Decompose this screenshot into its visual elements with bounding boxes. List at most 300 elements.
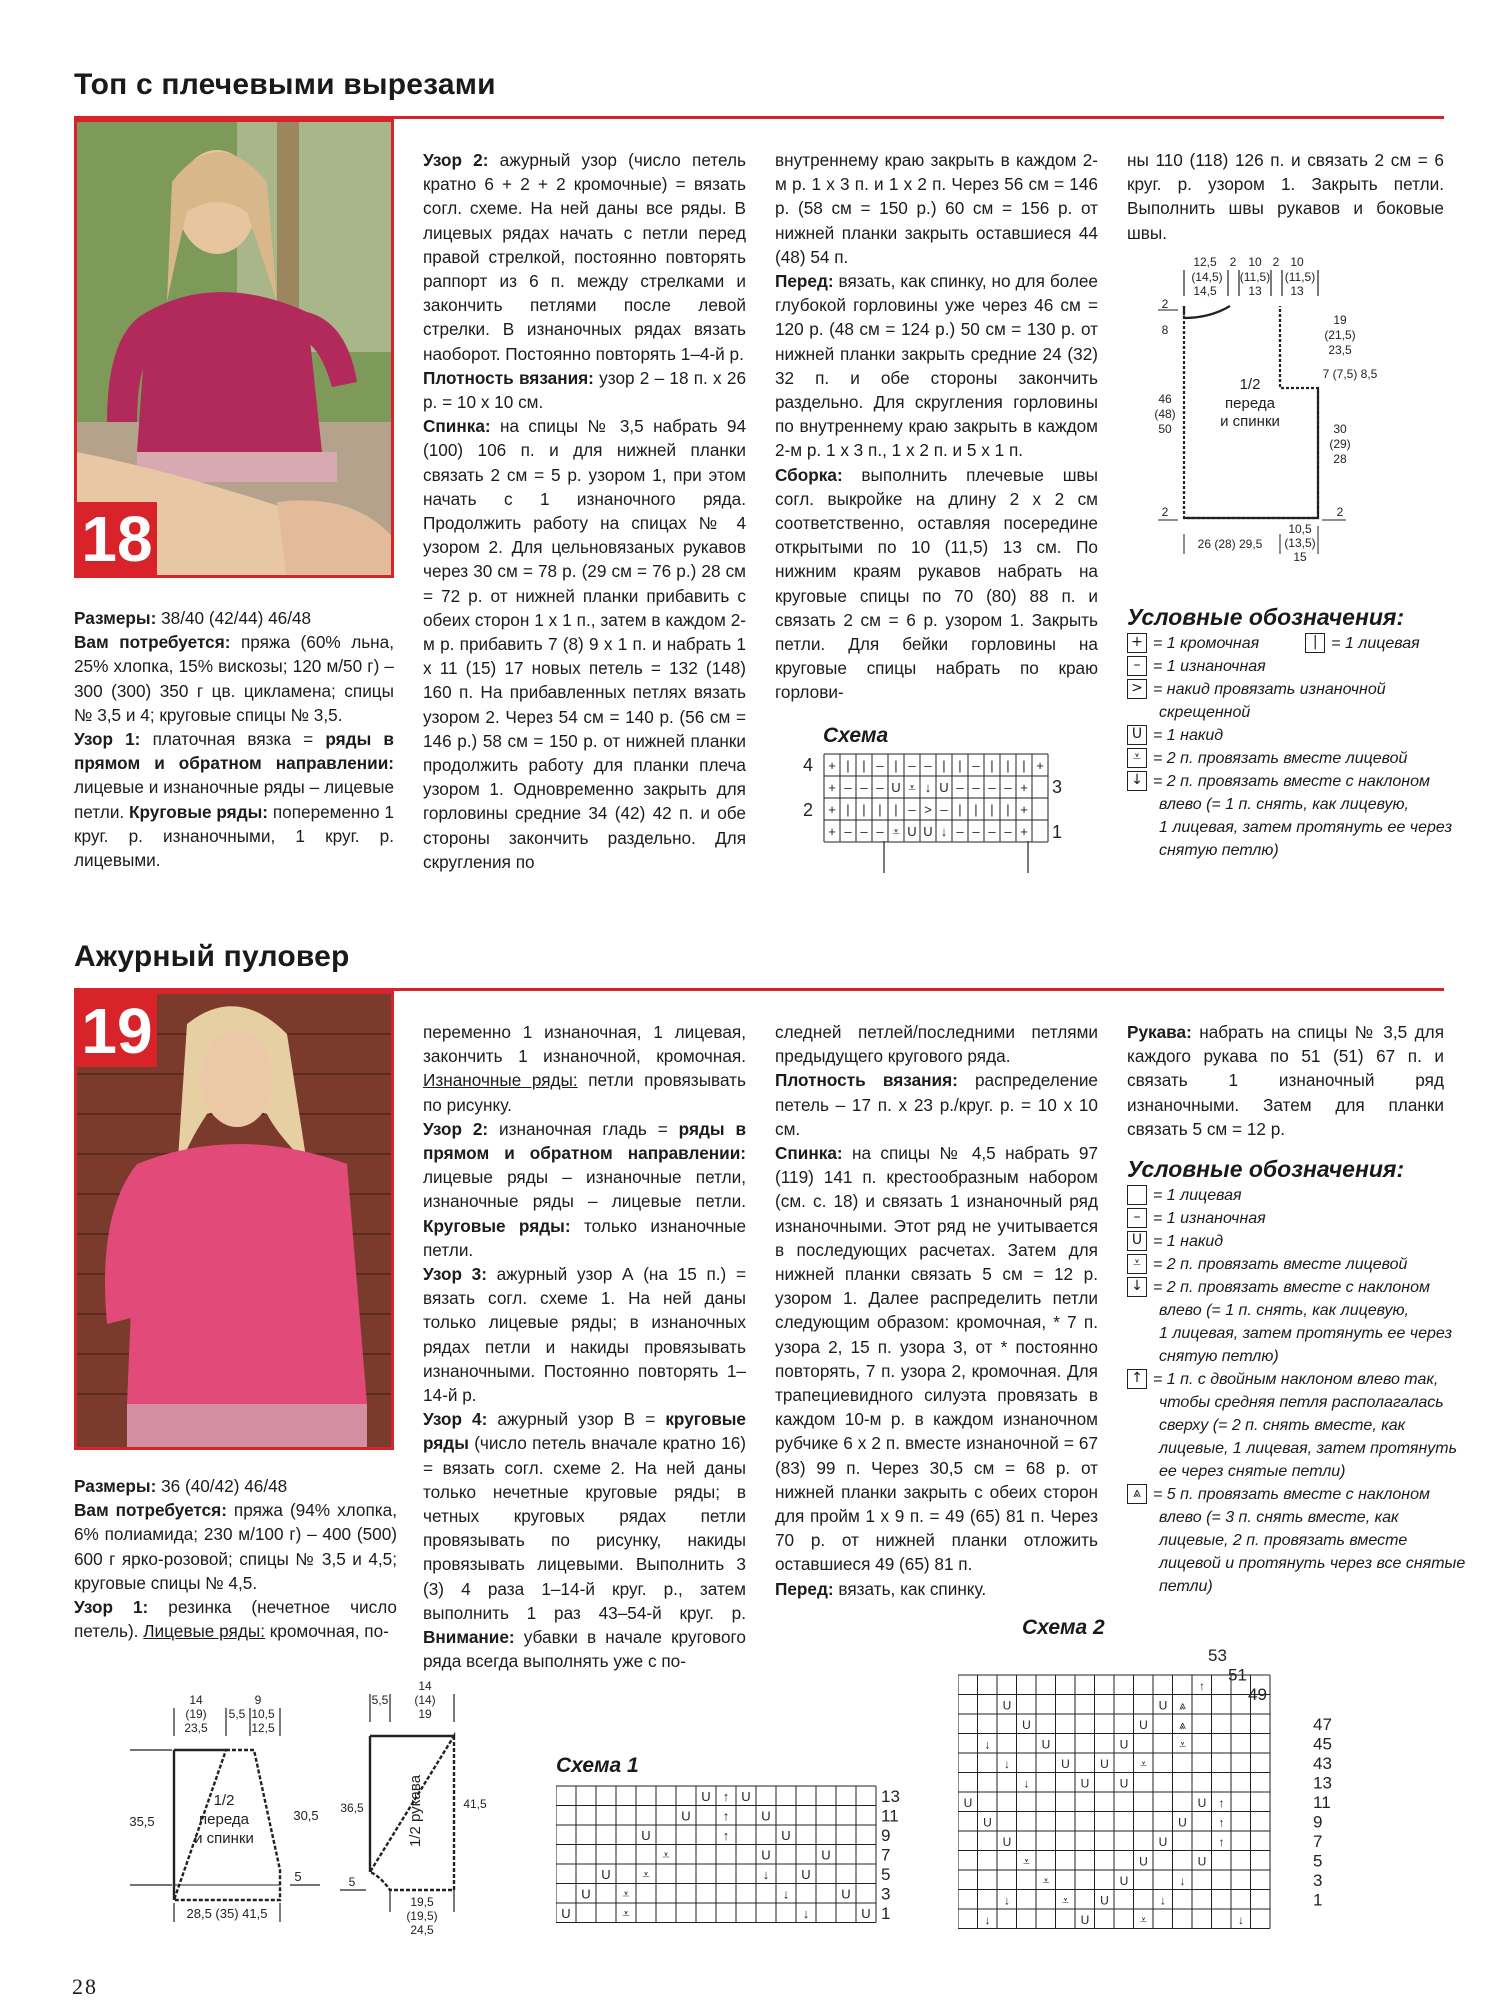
stitch-symbol: |: [942, 758, 946, 773]
dim-label: 28,5 (35) 41,5: [186, 1906, 268, 1921]
dim-label: переда: [199, 1811, 249, 1828]
stitch-symbol: –: [908, 758, 916, 773]
dim-label: 2: [1336, 505, 1344, 519]
stitch-symbol: +: [1020, 802, 1028, 817]
row-label: 3: [1052, 777, 1063, 797]
sizes-value: 36 (40/42) 46/48: [156, 1476, 288, 1496]
stitch-symbol: U: [861, 1906, 871, 1921]
dim-label: (48): [1154, 407, 1176, 421]
stitch-symbol: |: [862, 758, 866, 773]
stitch-symbol: U: [1139, 1854, 1148, 1869]
dim-label: (13,5): [1284, 536, 1316, 550]
dim-label: 10: [1248, 255, 1262, 269]
stitch-symbol: U: [1197, 1854, 1207, 1869]
gauge-label: Плотность вязания:: [775, 1070, 958, 1091]
legend-purl: = 1 изнаночная: [1153, 658, 1266, 675]
stitch-symbol: +: [828, 802, 836, 817]
stitch-symbol: ↓: [1179, 1874, 1186, 1888]
project18-schema-title: Схема: [823, 724, 889, 747]
legend-k2tog: = 2 п. провязать вместе лицевой: [1153, 750, 1408, 767]
pattern2-rows-text: лицевые ряды – изнаночные петли, изнаночные ряды – лицевые петли.: [423, 1167, 746, 1212]
dim-label: 7 (7,5) 8,5: [1322, 367, 1378, 381]
stitch-symbol: +: [828, 824, 836, 839]
yarn-over-icon: U: [1127, 725, 1147, 745]
stitch-symbol: U: [741, 1789, 751, 1804]
pattern4-label: Узор 4:: [423, 1409, 488, 1430]
stitch-symbol: ↓: [1238, 1913, 1244, 1927]
stitch-symbol: ↓: [1160, 1893, 1166, 1908]
dim-label: 30,5: [293, 1808, 319, 1823]
stitch-symbol: U: [891, 780, 901, 795]
dim-label: 10: [1290, 255, 1304, 269]
stitch-symbol: –: [924, 758, 932, 773]
stitch-symbol: ↓: [762, 1867, 770, 1882]
dim-label: 1/2: [1239, 376, 1261, 393]
pattern4-cont: следней петлей/последними петлями предыдущего кругового ряда.: [775, 1022, 1098, 1067]
needs-label: Вам потребуется:: [74, 1500, 227, 1521]
pattern1-rows-text: лицевые и изнаночные ряды – лицевые петли.: [74, 777, 394, 822]
row-label: 4: [803, 755, 814, 775]
legend-twisted: = накид провязать изнаночной: [1153, 681, 1386, 698]
legend-ssk-3: 1 лицевая, затем протянуть ее через: [1159, 819, 1453, 836]
stitch-symbol: U: [1002, 1698, 1012, 1713]
stitch-symbol: U: [939, 780, 949, 795]
stitch-symbol: U: [1022, 1718, 1031, 1732]
legend-ssk-3: 1 лицевая, затем протянуть ее через: [1159, 1325, 1453, 1342]
stitch-symbol: ↑: [722, 1828, 730, 1843]
stitch-symbol: ↑: [722, 1789, 730, 1804]
edge-stitch-icon: +: [1127, 633, 1147, 653]
legend-twisted-2: скрещенной: [1159, 704, 1251, 721]
stitch-symbol: |: [894, 802, 898, 817]
project18-number-badge: 18: [77, 502, 157, 575]
dim-label: 15: [1293, 550, 1307, 564]
twisted-yo-icon: >: [1127, 679, 1147, 699]
pattern1-text: резинка (нечетное число петель).: [74, 1597, 397, 1642]
stitch-symbol: U: [761, 1847, 771, 1863]
stitch-symbol: –: [844, 780, 852, 795]
stitch-symbol: ⩡: [892, 824, 900, 839]
row-label: 13: [881, 1787, 900, 1806]
stitch-symbol: U: [1080, 1776, 1090, 1791]
pattern1-rows-text: кромочная, по-: [264, 1621, 389, 1642]
stitch-symbol: U: [963, 1796, 973, 1810]
stitch-symbol: ⩡: [1023, 1854, 1030, 1869]
stitch-symbol: U: [1100, 1757, 1109, 1771]
project18-schema-grid: [800, 748, 1080, 878]
pattern4-round-label: круговые ряды: [423, 1409, 746, 1454]
dim-label: 8: [1161, 323, 1169, 337]
ssk-icon: ↓: [1127, 1277, 1147, 1297]
legend-dbl-3: сверху (= 2 п. снять вместе, как: [1159, 1417, 1406, 1434]
stitch-symbol: ⩡: [1140, 1913, 1147, 1927]
stitch-symbol: U: [1197, 1796, 1207, 1810]
back-cont-text: внутреннему краю закрыть в каждом 2-м р. 1 х 3 п. и 1 х 2 п. Через 56 см = 146 р. (58 см = 150 р.) 60 см = 156 р. от нижней планки закрыть оставшиеся 44 (48) 54 п.: [775, 150, 1098, 267]
legend-ssk-4: снятую петлю): [1159, 842, 1279, 859]
stitch-symbol: ↑: [1218, 1835, 1225, 1849]
project18-legend-title: Условные обозначения:: [1127, 604, 1405, 630]
pattern4-round-text: (число петель вначале кратно 16) = вязать согл. схеме 2. На ней даны только нечетные круговые ряды; в четных круговых рядах петли провязывать по рисунку, накиды провязывать лицевыми. Выполнить 3 (3) 4 раза 1–14-й круг. р., затем выполнить 1 раз 43–54-й круг. р.: [423, 1433, 746, 1623]
project18-col2: [423, 148, 746, 874]
stitch-symbol: U: [1139, 1718, 1148, 1732]
k2tog-icon: ⩡: [1127, 748, 1147, 768]
pattern2-round-text: только изнаночные петли.: [423, 1215, 746, 1260]
front-text: вязать, как спинку.: [833, 1578, 987, 1599]
stitch-symbol: U: [1100, 1893, 1109, 1908]
k2tog-icon: ⩡: [1127, 1254, 1147, 1274]
pattern3-text: ажурный узор А (на 15 п.) = вязать согл. схеме 1. На ней даны только лицевые ряды; в изнаночных рядах петли и накиды провязывать изнаночными. Постоянно повторять 1–14-й р.: [423, 1264, 746, 1406]
dim-label: 5,5: [228, 1707, 246, 1721]
stitch-symbol: U: [1002, 1835, 1012, 1849]
schema2-grid: [958, 1645, 1348, 1935]
stitch-symbol: ↓: [802, 1906, 810, 1921]
pattern3-label: Узор 3:: [423, 1264, 487, 1285]
attention-text: убавки в начале кругового ряда всегда выполнять уже с по-: [423, 1627, 746, 1672]
stitch-symbol: –: [956, 824, 964, 839]
stitch-symbol: |: [846, 802, 850, 817]
dim-label: 5: [348, 1875, 356, 1889]
stitch-symbol: U: [841, 1886, 851, 1902]
stitch-symbol: |: [1006, 758, 1010, 773]
stitch-symbol: U: [581, 1886, 591, 1902]
dim-label: 19: [1333, 313, 1347, 327]
dim-label: 2: [1272, 255, 1280, 269]
legend-k2tog: = 2 п. провязать вместе лицевой: [1153, 1256, 1408, 1273]
row-label: 5: [881, 1865, 891, 1884]
dim-label: (11,5): [1284, 270, 1316, 284]
dim-label: 14: [418, 1679, 432, 1693]
stitch-symbol: ⩡: [1179, 1737, 1186, 1752]
dim-label: переда: [1225, 395, 1275, 412]
project18-col3: [775, 148, 1098, 705]
pattern1-wrong-rows: Изнаночные ряды:: [423, 1070, 578, 1091]
dim-label: и спинки: [194, 1830, 254, 1847]
pattern2-rows-label: ряды в прямом и обратном направлении:: [423, 1118, 747, 1164]
stitch-symbol: |: [1006, 802, 1010, 817]
stitch-symbol: |: [846, 758, 850, 773]
stitch-symbol: –: [908, 802, 916, 817]
dim-label: 35,5: [129, 1814, 155, 1829]
stitch-symbol: +: [1036, 758, 1044, 773]
legend-dbl-5: ее через снятые петли): [1159, 1463, 1346, 1480]
back-text: на спицы № 4,5 набрать 97 (119) 141 п. крестообразным набором (см. с. 18) и связать 1 изнаночный ряд изнаночными. Этот ряд не учитывается в последующих расчетах. Затем для нижней планки связать 5 см = 12 р. узором 1. Далее распределить петли следующим образом: кромочная, * 7 п. узора 2, 15 п. узора 3, от * постоянно повторять, 7 п. узора 2, кромочная. Для трапециевидного силуэта провязать в каждом 10-м р. в каждом изнаночном рубчике 6 х 2 п. вместе изнаночной = 67 (83) 99 п. Через 30,5 см = 68 р. от нижней планки закрыть с обеих сторон для пройм 1 х 9 п. = 49 (65) 81 п. Через 70 р. от нижней планки отложить оставшиеся 49 (65) 81 п.: [775, 1143, 1098, 1575]
legend-five-4: лицевой и протянуть через все снятые: [1159, 1555, 1466, 1572]
dim-label: 14,5: [1193, 284, 1217, 298]
row-label: 11: [1313, 1793, 1331, 1812]
dim-label: и спинки: [1220, 413, 1280, 430]
legend-ssk: = 2 п. провязать вместе с наклоном: [1153, 773, 1430, 790]
stitch-symbol: U: [781, 1828, 791, 1843]
dim-label: 41,5: [463, 1797, 487, 1811]
row-label: 1: [1052, 822, 1063, 842]
row-label: 1: [881, 1904, 891, 1923]
stitch-symbol: –: [1004, 824, 1012, 839]
stitch-symbol: |: [862, 802, 866, 817]
legend-five-2: влево (= 3 п. снять вместе, как: [1159, 1509, 1399, 1526]
dim-label: 2: [1229, 255, 1237, 269]
pattern1-label: Узор 1:: [74, 1597, 149, 1618]
stitch-symbol: ⩡: [662, 1847, 670, 1863]
dim-label: (29): [1329, 437, 1351, 451]
stitch-symbol: ⩓: [1179, 1698, 1186, 1713]
sizes-label: Размеры:: [74, 608, 157, 628]
dim-label: 2: [1161, 297, 1169, 311]
schema1-title: Схема 1: [556, 1754, 639, 1777]
project19-number-badge: 19: [77, 994, 157, 1067]
stitch-symbol: U: [701, 1789, 711, 1804]
dim-label: (11,5): [1239, 270, 1271, 284]
five-together-icon: ⩓: [1127, 1484, 1147, 1504]
project19-sleeve-pattern: [330, 1676, 490, 1946]
needs-text: пряжа (60% льна, 25% хлопка, 15% вискозы; 120 м/50 г) – 300 (300) 350 г цв. цикламена; спицы № 3,5 и 4; круговые спицы № 3,5.: [74, 632, 395, 725]
assembly-label: Сборка:: [775, 464, 843, 485]
stitch-symbol: –: [988, 824, 996, 839]
project18-legend: [1127, 632, 1452, 862]
stitch-symbol: ⩡: [622, 1886, 630, 1902]
legend-ssk-2: влево (= 1 п. снять, как лицевую,: [1159, 796, 1409, 813]
stitch-symbol: U: [1080, 1913, 1090, 1927]
legend-knit: = 1 лицевая: [1153, 1187, 1242, 1204]
sleeves-text: набрать на спицы № 3,5 для каждого рукава по 51 (51) 67 п. и связать 1 изнаночный ряд изнаночными. Затем для планки связать 5 см = 12 р.: [1127, 1022, 1444, 1139]
stitch-symbol: U: [801, 1867, 811, 1882]
stitch-symbol: –: [844, 824, 852, 839]
stitch-symbol: |: [958, 758, 962, 773]
front-label: Перед:: [775, 1578, 834, 1599]
dim-label: (14): [414, 1693, 436, 1707]
dim-label: 2: [1161, 505, 1169, 519]
legend-dbl: = 1 п. с двойным наклоном влево так,: [1153, 1371, 1439, 1388]
stitch-symbol: ↓: [924, 780, 932, 795]
dim-label: 24,5: [410, 1923, 434, 1937]
stitch-symbol: |: [990, 758, 994, 773]
pattern4-text: ажурный узор В =: [487, 1409, 666, 1430]
front-label: Перед:: [775, 271, 834, 292]
legend-five-5: петли): [1159, 1578, 1213, 1595]
page-number: 28: [72, 1974, 98, 1999]
stitch-symbol: U: [1158, 1835, 1168, 1849]
stitch-symbol: ⩡: [908, 780, 916, 795]
stitch-symbol: U: [821, 1847, 831, 1863]
stitch-symbol: |: [990, 802, 994, 817]
pattern1-rows-label: ряды в прямом и обратном направлении:: [74, 729, 394, 774]
dim-label: 13: [1290, 284, 1304, 298]
stitch-symbol: |: [958, 802, 962, 817]
dim-label: (19,5): [406, 1909, 438, 1923]
dim-label: 1/2 рукава: [407, 1774, 424, 1848]
stitch-symbol: ↑: [722, 1808, 730, 1824]
row-label: 2: [803, 800, 814, 820]
stitch-symbol: |: [1022, 758, 1026, 773]
stitch-symbol: –: [972, 758, 980, 773]
stitch-symbol: ⩡: [1062, 1893, 1069, 1908]
stitch-symbol: U: [561, 1906, 571, 1921]
legend-knit: = 1 лицевая: [1331, 635, 1420, 652]
dim-label: 12,5: [1193, 255, 1217, 269]
pattern2-label: Узор 2:: [423, 150, 489, 170]
row-label: 11: [881, 1806, 899, 1826]
legend-ssk: = 2 п. провязать вместе с наклоном: [1153, 1279, 1430, 1296]
dim-label: (14,5): [1191, 270, 1223, 284]
stitch-symbol: U: [681, 1808, 691, 1824]
legend-purl: = 1 изнаночная: [1153, 1210, 1266, 1227]
stitch-symbol: ↓: [1004, 1757, 1010, 1771]
row-label: 45: [1313, 1734, 1332, 1754]
stitch-symbol: ↑: [1218, 1815, 1225, 1830]
row-label: 1: [1313, 1890, 1323, 1910]
stitch-symbol: –: [876, 758, 884, 773]
stitch-symbol: |: [878, 802, 882, 817]
legend-yo: = 1 накид: [1153, 727, 1224, 744]
front-text: вязать, как спинку, но для более глубокой горловины уже через 46 см = 120 р. (48 см = 124 р.) 50 см = 130 р. от нижней планки закрыть средние 24 (32) 32 п. и обе стороны закончить раздельно. Для скругления горловины по внутреннему краю закрыть в каждом 2-м р. 1 х 3 п., 1 х 2 п. и 5 х 1 п.: [775, 271, 1098, 461]
stitch-symbol: |: [894, 758, 898, 773]
row-label: 9: [881, 1826, 891, 1845]
dim-label: 28: [1333, 452, 1347, 466]
pattern1-round-label: Круговые ряды:: [129, 801, 269, 822]
legend-ssk-2: влево (= 1 п. снять, как лицевую,: [1159, 1302, 1409, 1319]
stitch-symbol: U: [761, 1808, 771, 1824]
needs-text: пряжа (94% хлопка, 6% полиамида; 230 м/100 г) – 400 (500) 600 г ярко-розовой; спицы № 3,5 и 4,5; круговые спицы № 4,5.: [74, 1500, 397, 1593]
stitch-symbol: ↓: [984, 1737, 991, 1752]
project18-title: Топ с плечевыми вырезами: [74, 68, 496, 101]
pattern1-wrong-text: петли провязывать по рисунку.: [423, 1070, 746, 1115]
stitch-symbol: ↓: [1023, 1776, 1030, 1791]
dim-label: 13: [1248, 284, 1262, 298]
gauge-text: распределение петель – 17 п. х 23 р./круг. р. = 10 х 10 см.: [775, 1070, 1098, 1139]
legend-edge: = 1 кромочная: [1153, 635, 1260, 652]
row-label: 49: [1248, 1685, 1267, 1704]
row-label: 7: [1313, 1832, 1323, 1851]
row-label: 3: [881, 1884, 891, 1904]
dim-label: 5,5: [371, 1693, 389, 1707]
pattern1-label: Узор 1:: [74, 729, 141, 750]
stitch-symbol: U: [601, 1867, 611, 1882]
project19-legend: [1127, 1184, 1465, 1598]
stitch-symbol: +: [1020, 780, 1028, 795]
stitch-symbol: U: [1158, 1698, 1168, 1713]
dim-label: 10,5: [251, 1707, 275, 1721]
pattern1-round-text: попеременно 1 круг. р. изнаночными, 1 круг. р. лицевыми.: [74, 801, 394, 871]
dim-label: 9: [254, 1693, 262, 1707]
dim-label: 46: [1158, 392, 1172, 406]
stitch-symbol: –: [940, 802, 948, 817]
legend-five-3: лицевые, 2 п. провязать вместе: [1159, 1532, 1408, 1549]
pattern1-cont: переменно 1 изнаночная, 1 лицевая, закончить 1 изнаночной, кромочная.: [423, 1022, 746, 1067]
back-label: Спинка:: [423, 416, 491, 437]
stitch-symbol: ↓: [1004, 1893, 1010, 1908]
pattern1-text: платочная вязка =: [140, 729, 326, 750]
row-label: 53: [1208, 1646, 1227, 1665]
pattern2-round-label: Круговые ряды:: [423, 1215, 571, 1236]
dim-label: (21,5): [1324, 328, 1356, 342]
double-decrease-icon: ↑: [1127, 1369, 1147, 1389]
stitch-symbol: U: [1119, 1776, 1129, 1791]
project19-col4: [1127, 1020, 1444, 1141]
project18-pattern-diagram: [1150, 248, 1450, 578]
stitch-symbol: U: [1119, 1874, 1129, 1888]
purl-stitch-icon: –: [1127, 1208, 1147, 1228]
dim-label: 1/2: [213, 1792, 235, 1809]
stitch-symbol: ↓: [984, 1913, 991, 1927]
stitch-symbol: ↓: [782, 1886, 790, 1902]
pattern2-text: ажурный узор (число петель кратно 6 + 2 + 2 кромочные) = вязать согл. схеме. На ней даны все ряды. В лицевых рядах начать с петли перед правой стрелкой, постоянно повторять раппорт из 6 п. между стрелками и закончить петлями после левой стрелки. В изнаночных рядах вязать наоборот. Постоянно повторять 1–4-й р.: [423, 150, 746, 364]
gauge-text: узор 2 – 18 п. х 26 р. = 10 х 10 см.: [423, 367, 747, 413]
needs-label: Вам потребуется:: [74, 632, 231, 653]
row-label: 47: [1313, 1715, 1332, 1734]
dim-label: 36,5: [340, 1801, 364, 1815]
stitch-symbol: ⩡: [1042, 1874, 1050, 1888]
pattern1-right-rows: Лицевые ряды:: [143, 1621, 265, 1642]
stitch-symbol: –: [860, 824, 868, 839]
stitch-symbol: U: [907, 824, 917, 839]
yarn-over-icon: U: [1127, 1231, 1147, 1251]
assembly-end-text: ны 110 (118) 126 п. и связать 2 см = 6 круг. р. узором 1. Закрыть петли. Выполнить швы рукавов и боковые швы.: [1127, 150, 1444, 243]
schema1-grid: [556, 1780, 916, 1930]
ssk-icon: ↓: [1127, 771, 1147, 791]
project19-legend-title: Условные обозначения:: [1127, 1156, 1405, 1182]
back-label: Спинка:: [775, 1143, 843, 1164]
stitch-symbol: U: [641, 1828, 651, 1843]
dim-label: 30: [1333, 422, 1347, 436]
stitch-symbol: ⩓: [1179, 1718, 1186, 1732]
dim-label: 23,5: [184, 1721, 208, 1735]
stitch-symbol: ⩡: [1140, 1757, 1147, 1771]
attention-label: Внимание:: [423, 1627, 515, 1648]
stitch-symbol: +: [1020, 824, 1028, 839]
knit-stitch-icon: |: [1305, 633, 1325, 653]
sizes-value: 38/40 (42/44) 46/48: [156, 608, 312, 628]
dim-label: 10,5: [1288, 522, 1312, 536]
project19-title: Ажурный пуловер: [74, 940, 350, 973]
project19-body-pattern: [120, 1690, 340, 1930]
row-label: 9: [1313, 1812, 1323, 1832]
row-label: 51: [1228, 1665, 1247, 1685]
stitch-symbol: ⩡: [622, 1906, 630, 1921]
stitch-symbol: –: [876, 824, 884, 839]
stitch-symbol: U: [1119, 1737, 1129, 1752]
purl-stitch-icon: –: [1127, 656, 1147, 676]
stitch-symbol: |: [974, 802, 978, 817]
pattern2-text: изнаночная гладь =: [488, 1118, 679, 1139]
assembly-text: выполнить плечевые швы согл. выкройке на длину 2 х 2 см соответственно, оставляя посередине открытыми по 10 (11,5) 13 см. По нижним краям рукавов набрать на круговые спицы по 70 (80) 88 п. и связать 2 см = 6 р. узором 1. Закрыть петли. Для бейки горловины на круговые спицы набрать по краю горлови-: [775, 464, 1098, 703]
dim-label: 14: [189, 1693, 203, 1707]
stitch-symbol: –: [988, 780, 996, 795]
legend-dbl-4: лицевые, 1 лицевая, затем протянуть: [1159, 1440, 1457, 1457]
stitch-symbol: U: [1041, 1737, 1051, 1752]
row-label: 43: [1313, 1754, 1332, 1773]
stitch-symbol: +: [828, 758, 836, 773]
back-text: на спицы № 3,5 набрать 94 (100) 106 п. и для нижней планки связать 2 см = 5 р. узором 1, при этом начать с 1 изнаночного ряда. Продолжить работу на спицах № 4 узором 2. Для цельновязаных рукавов через 30 см = 78 р. (29 см = 76 р.) 28 см = 72 р. от нижней планки прибавить с обеих сторон 1 х 1 п., затем в каждом 2-м р. прибавить 7 (8) 9 х 1 п. и набрать 1 х 11 (15) 17 новых петель = 132 (148) 160 п. На прибавленных петлях вязать узором 2. Через 54 см = 140 р. (56 см = 146 р.) 58 см = 150 р. от нижней планки продолжить работу для планки плеча узором 1. Одновременно закрыть для горловины средние 34 (42) 42 п. и обе стороны закончить раздельно. Для скругления по: [423, 416, 746, 872]
sleeves-label: Рукава:: [1127, 1022, 1192, 1042]
stitch-symbol: U: [923, 824, 933, 839]
stitch-symbol: –: [956, 780, 964, 795]
stitch-symbol: –: [1004, 780, 1012, 795]
project18-col1: [74, 606, 394, 872]
dim-label: 50: [1158, 422, 1172, 436]
project19-col2: [423, 1020, 746, 1673]
stitch-symbol: U: [1178, 1815, 1187, 1830]
dim-label: 12,5: [251, 1721, 275, 1735]
stitch-symbol: –: [876, 780, 884, 795]
sizes-label: Размеры:: [74, 1476, 157, 1496]
dim-label: 23,5: [1328, 343, 1352, 357]
legend-five: = 5 п. провязать вместе с наклоном: [1153, 1486, 1430, 1503]
schema2-title: Схема 2: [1022, 1616, 1105, 1639]
row-label: 3: [1313, 1871, 1323, 1890]
row-label: 7: [881, 1845, 891, 1865]
row-label: 5: [1313, 1851, 1323, 1871]
dim-label: (19): [185, 1707, 207, 1721]
stitch-symbol: U: [983, 1815, 992, 1830]
